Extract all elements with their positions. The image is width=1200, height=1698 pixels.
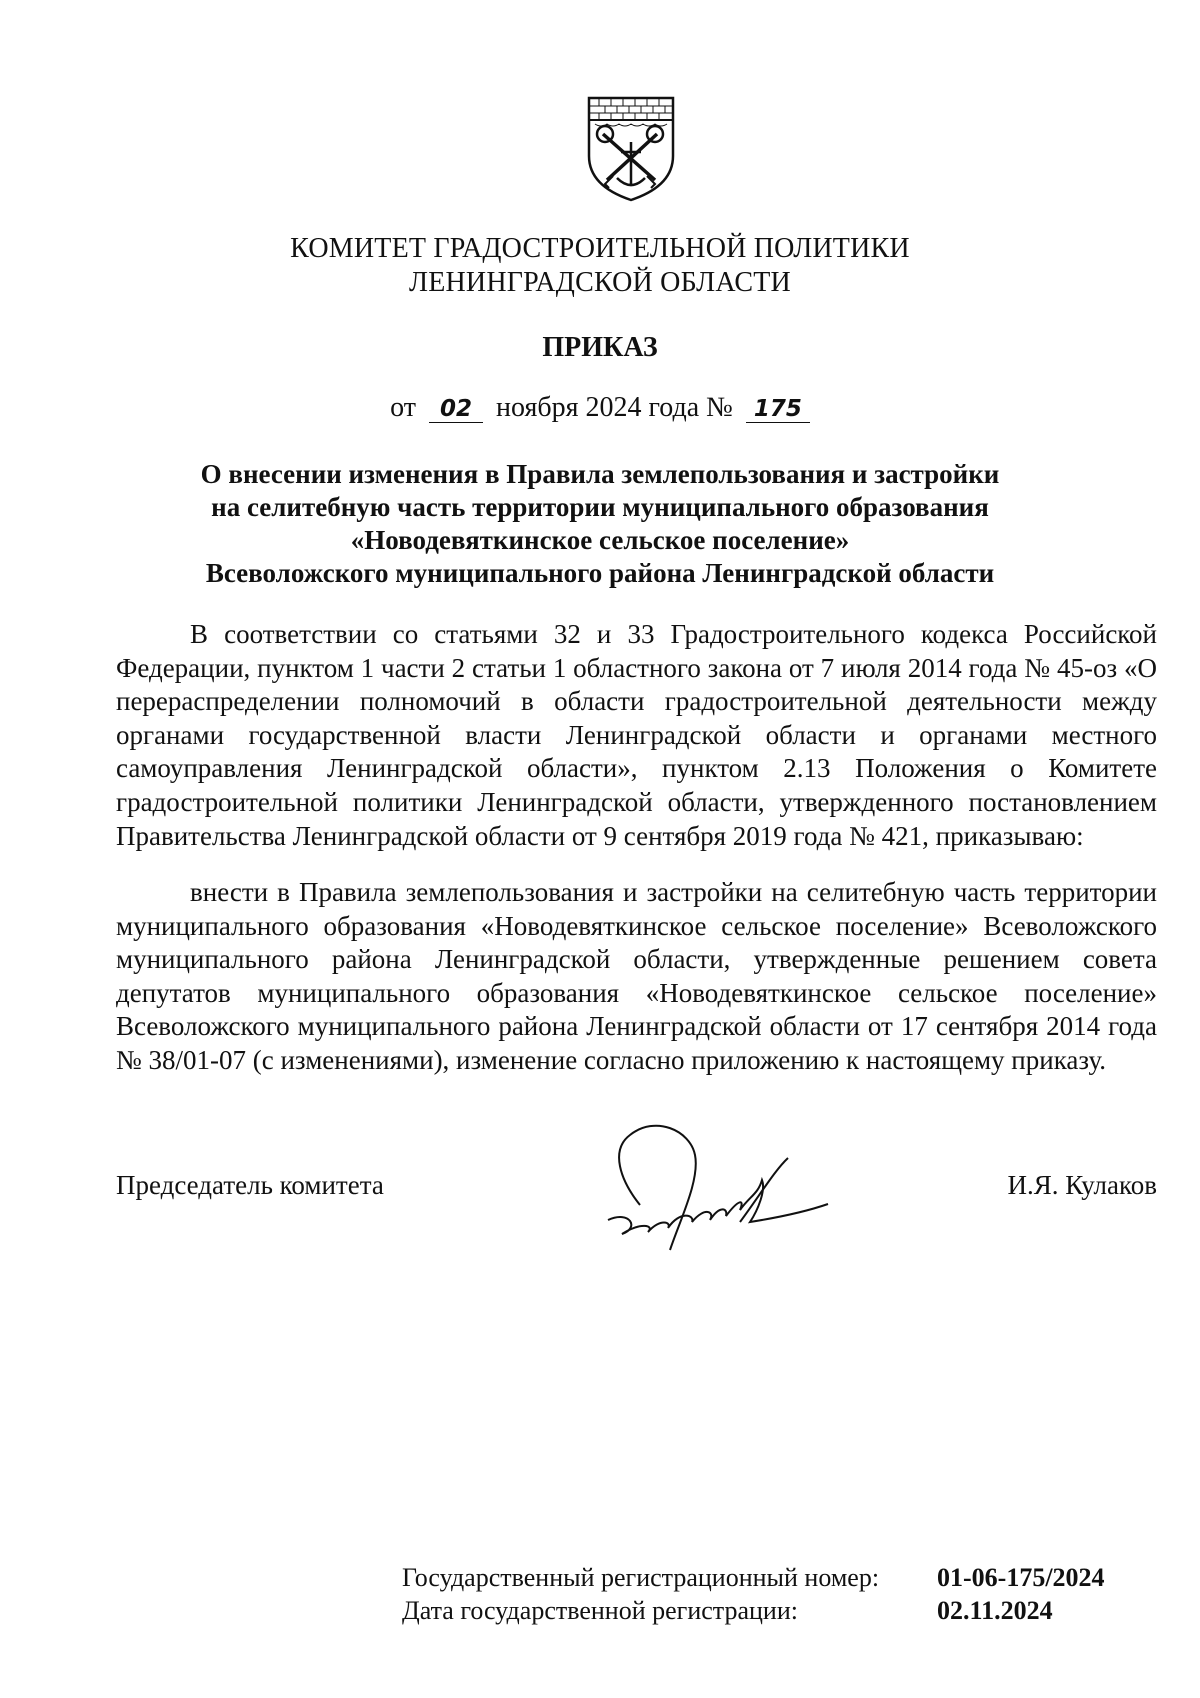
body-paragraph-legal-basis: В соответствии со статьями 32 и 33 Градостроительного кодекса Российской Федерации, пунктом 1 части 2 статьи 1 областного закона от 7 июля 2014 года № 45-оз «О перераспределении полномочий в области градостроительной деятельности между органами государственной власти Ленинградской области и органами местного самоуправления Ленинградской области», пунктом 2.13 Положения о Комитете градостроительной политики Ленинградской области, утвержденного постановлением Правительства Ленинградской области от 9 сентября 2019 года № 421, приказываю: (116, 619, 1157, 851)
committee-name-line1: КОМИТЕТ ГРАДОСТРОИТЕЛЬНОЙ ПОЛИТИКИ (290, 233, 910, 264)
order-title-line1: О внесении изменения в Правила землепользования и застройки (200, 459, 1000, 489)
registration-date-value: 02.11.2024 (937, 1596, 1053, 1625)
signer-position: Председатель комитета (116, 1170, 384, 1200)
date-day-handwritten: 02 (429, 396, 483, 423)
date-middle-text: ноября 2024 года № (496, 392, 733, 423)
order-title-line3: «Новодевяткинское сельское поселение» (350, 525, 850, 555)
registration-number-label: Государственный регистрационный номер: (402, 1563, 880, 1592)
committee-name-line2: ЛЕНИНГРАДСКОЙ ОБЛАСТИ (409, 267, 791, 298)
order-title-line4: Всеволожского муниципального района Ленинградской области (205, 558, 995, 588)
order-title-line2: на селитебную часть территории муниципального образования (211, 492, 989, 522)
document-type-heading: ПРИКАЗ (542, 332, 658, 363)
handwritten-signature-icon (600, 1110, 860, 1260)
registration-date-row (402, 1595, 1053, 1627)
date-number-line (0, 391, 1200, 425)
coat-of-arms-icon (585, 94, 677, 204)
order-number-handwritten: 175 (746, 396, 810, 423)
registration-number-value: 01-06-175/2024 (937, 1563, 1105, 1592)
registration-number-row (402, 1562, 1105, 1594)
body-paragraph-order: внести в Правила землепользования и застройки на селитебную часть территории муниципального образования «Новодевяткинское сельское поселение» Всеволожского муниципального района Ленинградской области, утвержденные решением совета депутатов муниципального образования «Новодевяткинское сельское поселение» Всеволожского муниципального района Ленинградской области от 17 сентября 2014 года № 38/01-07 (с изменениями), изменение согласно приложению к настоящему приказу. (116, 877, 1157, 1075)
registration-date-label: Дата государственной регистрации: (402, 1596, 798, 1625)
signer-name: И.Я. Кулаков (1007, 1170, 1157, 1200)
date-prefix: от (390, 392, 417, 423)
